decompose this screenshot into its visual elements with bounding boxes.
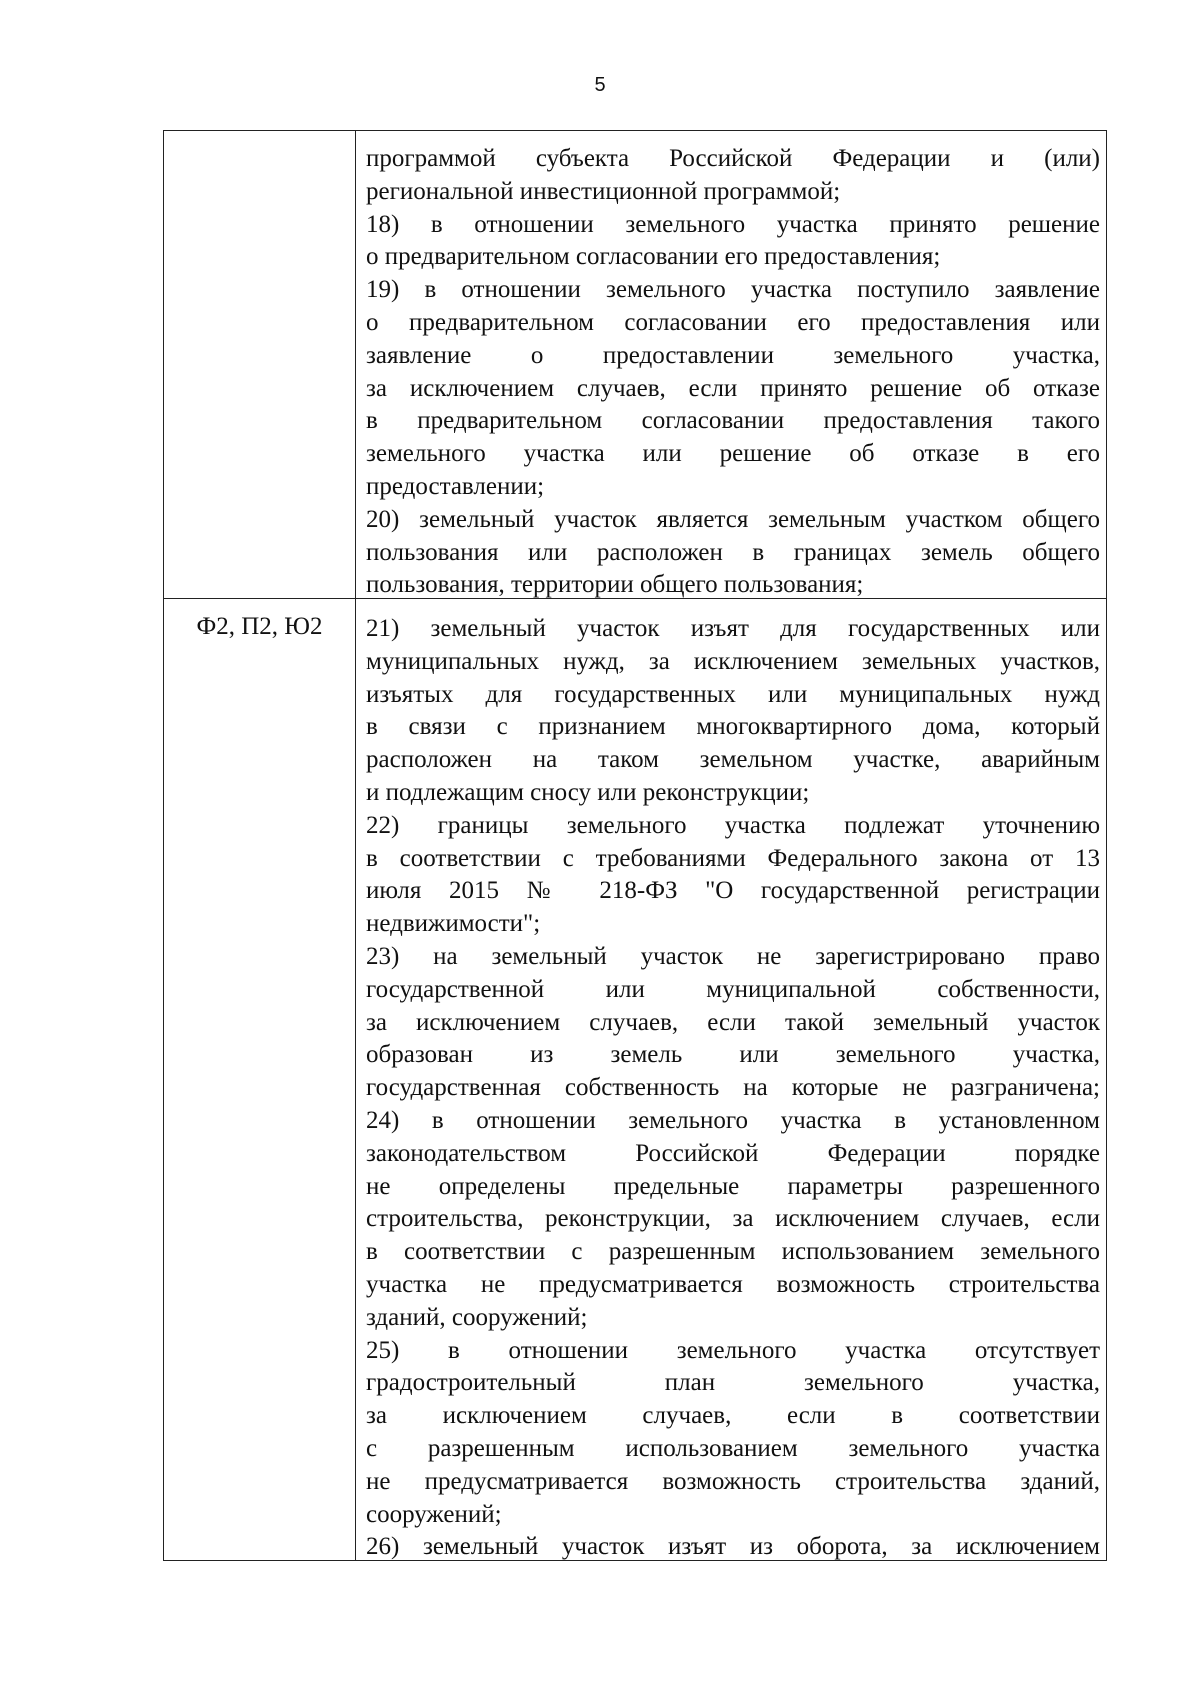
text-line: сооружений;	[366, 1500, 502, 1528]
text-line: зданий, сооружений;	[366, 1303, 588, 1331]
text-line: 19) в отношении земельного участка поступило заявление	[366, 276, 1100, 304]
text-line: с разрешенным использованием земельного участка	[366, 1434, 1100, 1462]
table-row	[164, 131, 1107, 599]
text-line: 25) в отношении земельного участка отсутствует	[366, 1336, 1100, 1364]
text-line: 23) на земельный участок не зарегистрировано право	[366, 942, 1100, 970]
text-line: государственной или муниципальной собственности,	[366, 975, 1100, 1003]
text-line: образован из земель или земельного участка,	[366, 1041, 1100, 1069]
text-line: предоставлении;	[366, 472, 545, 500]
text-line: муниципальных нужд, за исключением земельных участков,	[366, 647, 1100, 675]
text-line: не предусматривается возможность строительства зданий,	[366, 1467, 1100, 1495]
text-line: изъятых для государственных или муниципальных нужд	[366, 680, 1100, 708]
text-line: 21) земельный участок изъят для государственных или	[366, 615, 1100, 642]
text-line: строительства, реконструкции, за исключением случаев, если	[366, 1205, 1100, 1233]
text-line: июля 2015 № 218-ФЗ "О государственной регистрации	[366, 877, 1100, 905]
text-line: пользования, территории общего пользования;	[366, 571, 864, 599]
text-line: участка не предусматривается возможность строительства	[366, 1270, 1100, 1298]
text-line: программой субъекта Российской Федерации и (или)	[366, 145, 1100, 172]
text-line: градостроительный план земельного участка,	[366, 1369, 1100, 1397]
text-line: в предварительном согласовании предоставления такого	[366, 407, 1100, 435]
text-line: в соответствии с требованиями Федерального закона от 13	[366, 844, 1100, 872]
text-line: за исключением случаев, если в соответствии	[366, 1402, 1100, 1430]
text-line: о предварительном согласовании его предоставления;	[366, 243, 941, 271]
page-number: 5	[594, 74, 606, 96]
text-line: 22) границы земельного участка подлежат уточнению	[366, 811, 1100, 839]
text-line: государственная собственность на которые не разграничена;	[366, 1074, 1100, 1102]
text-line: недвижимости";	[366, 910, 541, 938]
text-line: в соответствии с разрешенным использованием земельного	[366, 1238, 1100, 1266]
text-line: за исключением случаев, если такой земельный участок	[366, 1008, 1100, 1036]
text-line: заявление о предоставлении земельного участка,	[366, 341, 1100, 369]
text-line: расположен на таком земельном участке, аварийным	[366, 746, 1100, 774]
text-line: земельного участка или решение об отказе в его	[366, 440, 1100, 468]
text-line: о предварительном согласовании его предоставления или	[366, 308, 1100, 336]
grounds-text	[356, 599, 1106, 1560]
grounds-text-cell	[356, 599, 1107, 1561]
text-line: 18) в отношении земельного участка принято решение	[366, 210, 1100, 238]
text-line: 20) земельный участок является земельным участком общего	[366, 505, 1100, 533]
table-row	[164, 599, 1107, 1561]
text-line: пользования или расположен в границах земель общего	[366, 538, 1100, 566]
text-line: и подлежащим сносу или реконструкции;	[366, 778, 810, 806]
applicant-code: Ф2, П2, Ю2	[196, 613, 323, 640]
text-line: за исключением случаев, если принято решение об отказе	[366, 374, 1100, 402]
text-line: региональной инвестиционной программой;	[366, 177, 841, 205]
text-line: 26) земельный участок изъят из оборота, за исключением	[366, 1533, 1100, 1561]
text-line: законодательством Российской Федерации порядке	[366, 1139, 1100, 1167]
applicant-code	[164, 131, 355, 143]
text-line: не определены предельные параметры разрешенного	[366, 1172, 1100, 1200]
text-line: 24) в отношении земельного участка в установленном	[366, 1106, 1100, 1134]
applicant-code-cell	[164, 131, 356, 599]
applicant-code-cell	[164, 599, 356, 1561]
grounds-text	[356, 131, 1106, 598]
grounds-table	[163, 130, 1107, 1561]
text-line: в связи с признанием многоквартирного дома, который	[366, 713, 1100, 741]
grounds-text-cell	[356, 131, 1107, 599]
